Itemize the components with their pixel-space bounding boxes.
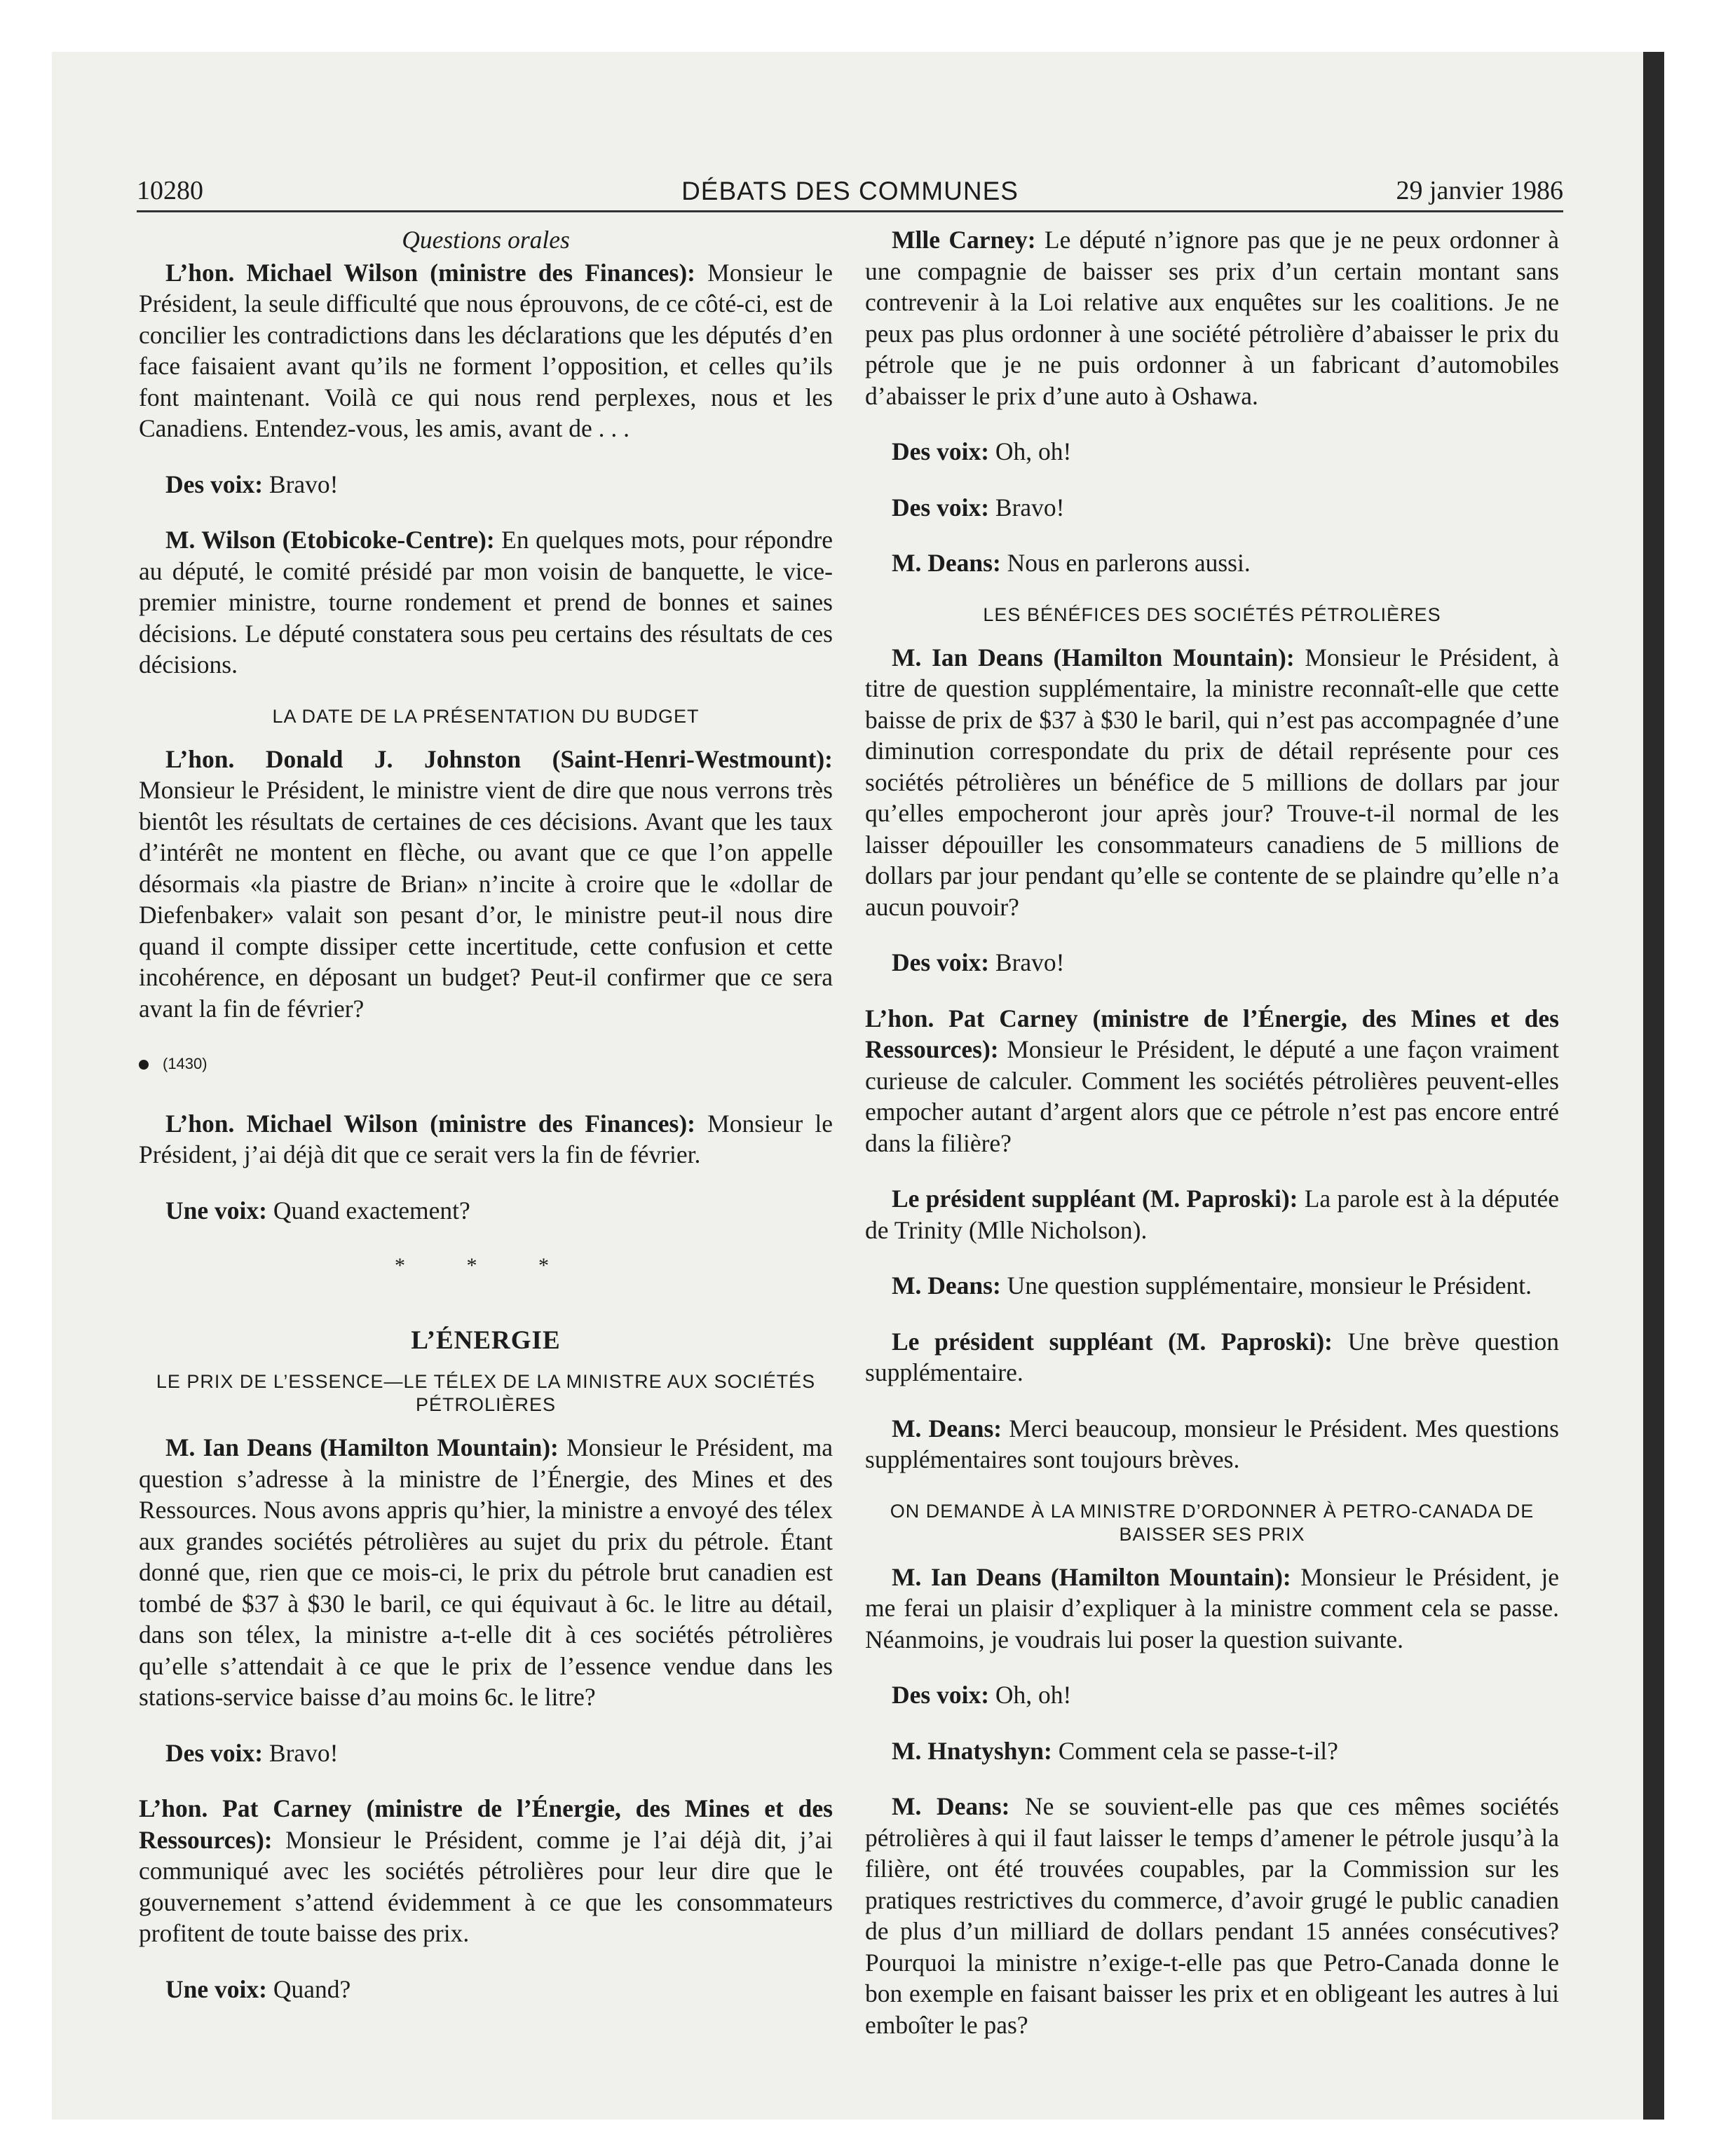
speech-paragraph	[139, 1195, 833, 1227]
speaker: L’hon. Donald J. Johnston (Saint-Henri-Westmount):	[165, 744, 833, 773]
speech-paragraph	[865, 1679, 1559, 1711]
speaker: Le président suppléant (M. Paproski):	[892, 1327, 1333, 1356]
speech-paragraph	[139, 744, 833, 1025]
running-head	[137, 168, 1563, 212]
speech-text: Comment cela se passe-t-il?	[1052, 1736, 1338, 1765]
speaker: M. Deans:	[892, 1792, 1010, 1820]
speech-text: La parole est à la députée de Trinity (Mlle Nicholson).	[865, 1185, 1559, 1244]
speaker: L’hon. Michael Wilson (ministre des Finances):	[165, 1109, 696, 1138]
time-marker	[139, 1049, 833, 1080]
speech-paragraph	[865, 1270, 1559, 1302]
speech-paragraph	[139, 524, 833, 681]
speech-text: Bravo!	[263, 470, 339, 498]
speaker: M. Hnatyshyn:	[892, 1736, 1052, 1765]
speech-text: Ne se souvient-elle pas que ces mêmes sociétés pétrolières à qui il faut laisser le temps d’amener le pétrole jusqu’à la filière, ont été trouvées coupables, par la Commission sur les pratiques restrictives du commerce, d’avoir grugé le public canadien de plus d’un milliard de dollars pendant 15 années consécutives? Pourquoi la ministre n’exige-t-elle pas que Petro-Canada donne le bon exemple en faisant baisser les prix et en obligeant les autres à lui emboîter le pas?	[865, 1792, 1559, 2039]
speech-text: Monsieur le Président, le député a une façon vraiment curieuse de calculer. Comment les sociétés pétrolières peuvent-elles empocher autant d’argent alors que ce pétrole n’est pas encore entré dans la filière?	[865, 1035, 1559, 1157]
speaker: M. Deans:	[892, 549, 1001, 577]
speech-paragraph	[139, 1738, 833, 1769]
speech-paragraph	[139, 1793, 833, 1949]
speech-text: Monsieur le Président, comme je l’ai déjà dit, j’ai communiqué avec les sociétés pétrolières pour leur dire que le gouvernement s’attend évidemment à ce que les consommateurs profitent de toute baisse des prix.	[139, 1825, 833, 1947]
speaker: Une voix:	[165, 1974, 267, 2003]
speech-text: Une brève question supplémentaire.	[865, 1327, 1559, 1386]
speaker: Une voix:	[165, 1196, 267, 1224]
speaker: Mlle Carney:	[892, 226, 1036, 254]
speech-text: En quelques mots, pour répondre au député, le comité présidé par mon voisin de banquette, le vice-premier ministre, tourne rondement et prend de bonnes et saines décisions. Le député constatera sous peu certains des résultats de ces décisions.	[139, 526, 833, 678]
speech-paragraph	[865, 1735, 1559, 1767]
speech-paragraph	[865, 547, 1559, 579]
speech-text: Oh, oh!	[989, 437, 1072, 465]
speech-text: Merci beaucoup, monsieur le Président. Mes questions supplémentaires sont toujours brèves.	[865, 1414, 1559, 1473]
subheading: ON DEMANDE À LA MINISTRE D’ORDONNER À PETRO-CANADA DE BAISSER SES PRIX	[890, 1500, 1535, 1545]
speech-text: Quand exactement?	[266, 1196, 470, 1224]
speech-paragraph	[865, 1562, 1559, 1656]
speech-text: Monsieur le Président, ma question s’adresse à la ministre de l’Énergie, des Mines et des Ressources. Nous avons appris qu’hier, la ministre a envoyé des télex aux grandes sociétés pétrolières au sujet du prix du pétrole. Étant donné que, rien que ce mois-ci, le prix du pétrole brut canadien est tombé de $37 à $30 le baril, ce qui équivaut à 6c. le litre au détail, dans son télex, la ministre a-t-elle dit à ces sociétés pétrolières qu’elle s’attendait à ce que le prix de l’essence vendue dans les stations-service baisse d’au moins 6c. le litre?	[139, 1433, 833, 1711]
speech-paragraph	[139, 1974, 833, 2005]
speech-text: Bravo!	[263, 1738, 339, 1767]
speech-paragraph	[865, 224, 1559, 411]
scan-edge-shadow	[1643, 52, 1664, 2120]
speech-text: Monsieur le Président, j’ai déjà dit que ce serait vers la fin de février.	[139, 1109, 833, 1168]
speaker: L’hon. Pat Carney (ministre de l’Énergie, des Mines et des Ressources):	[865, 1004, 1559, 1063]
speech-paragraph	[139, 1432, 833, 1713]
speaker: Des voix:	[165, 1738, 264, 1767]
speech-paragraph	[865, 1791, 1559, 2040]
speech-paragraph	[139, 1108, 833, 1171]
journal-title: DÉBATS DES COMMUNES	[681, 177, 1019, 205]
speech-text: Monsieur le Président, je me ferai un plaisir d’expliquer à la ministre comment cela se passe. Néanmoins, je voudrais lui poser la question suivante.	[865, 1562, 1559, 1653]
speaker: Des voix:	[892, 948, 990, 976]
speaker: Le président suppléant (M. Paproski):	[892, 1185, 1298, 1213]
speech-text: Monsieur le Président, à titre de question supplémentaire, la ministre reconnaît-elle que cette baisse de prix de $37 à $30 le baril, qui n’est pas accompagnée d’une diminution correspondate du prix de détail représente pour ces sociétés pétrolières un bénéfice de 5 millions de dollars par jour qu’elles empocheront jour après jour? Trouve-t-il normal de les laisser dépouiller les consommateurs canadiens de 5 millions de dollars par jour pendant qu’elle se contente de se plaindre qu’elle n’a aucun pouvoir?	[865, 643, 1559, 921]
speaker: L’hon. Michael Wilson (ministre des Finances):	[165, 258, 696, 287]
speech-text: Monsieur le Président, le ministre vient de dire que nous verrons très bientôt les résultats de certaines de ces décisions. Avant que les taux d’intérêt ne montent en flèche, ou avant que ce que l’on appelle désormais «la piastre de Brian» n’incite à croire que le «dollar de Diefenbaker» valait son pesant d’or, le ministre peut-il nous dire quand il compte dissiper cette incertitude, cette confusion et cette incohérence, en déposant un budget? Peut-il confirmer que ce sera avant la fin de février?	[139, 776, 833, 1023]
speech-text: Bravo!	[989, 948, 1065, 976]
speech-text: Le député n’ignore pas que je ne peux ordonner à une compagnie de baisser ses prix d’un certain montant sans contrevenir à la Loi relative aux enquêtes sur les coalitions. Je ne peux pas plus ordonner à une société pétrolière d’abaisser le prix du pétrole que je ne puis ordonner à un fabricant d’automobiles d’abaisser le prix d’une auto à Oshawa.	[865, 226, 1559, 410]
speech-paragraph	[865, 642, 1559, 923]
speech-paragraph	[865, 1183, 1559, 1246]
section-separator: * * *	[395, 1254, 577, 1277]
subheading: LES BÉNÉFICES DES SOCIÉTÉS PÉTROLIÈRES	[983, 603, 1441, 625]
speaker: M. Deans:	[892, 1271, 1001, 1299]
speaker: L’hon. Pat Carney (ministre de l’Énergie, des Mines et des Ressources):	[139, 1794, 833, 1854]
bullet-icon	[139, 1060, 149, 1070]
speech-text: Quand?	[266, 1974, 351, 2003]
speaker: M. Ian Deans (Hamilton Mountain):	[892, 1562, 1291, 1591]
section-title: L’ÉNERGIE	[411, 1325, 561, 1355]
speech-text: Bravo!	[989, 493, 1065, 521]
speech-paragraph	[865, 1326, 1559, 1389]
left-column	[139, 224, 833, 2029]
right-column	[865, 224, 1559, 2065]
speech-text: Oh, oh!	[989, 1681, 1072, 1709]
speech-paragraph	[865, 492, 1559, 524]
rubric: Questions orales	[402, 226, 570, 254]
speaker: Des voix:	[892, 493, 990, 521]
speaker: Des voix:	[892, 1681, 990, 1709]
speaker: M. Ian Deans (Hamilton Mountain):	[892, 643, 1295, 671]
speaker: Des voix:	[892, 437, 990, 465]
time-marker-text: (1430)	[163, 1055, 207, 1072]
speech-paragraph	[865, 947, 1559, 978]
subheading: LE PRIX DE L’ESSENCE—LE TÉLEX DE LA MINISTRE AUX SOCIÉTÉS PÉTROLIÈRES	[156, 1371, 816, 1415]
speech-paragraph	[139, 257, 833, 444]
speech-text: Monsieur le Président, la seule difficulté que nous éprouvons, de ce côté-ci, est de concilier les contradictions dans les déclarations que les députés d’en face faisaient avant qu’ils ne forment l’opposition, et celles qu’ils font maintenant. Voilà ce qui nous rend perplexes, nous et les Canadiens. Entendez-vous, les amis, avant de . . .	[139, 258, 833, 442]
page-date: 29 janvier 1986	[1396, 176, 1563, 205]
speech-text: Nous en parlerons aussi.	[1000, 549, 1251, 577]
speech-paragraph	[865, 1413, 1559, 1475]
speech-paragraph	[865, 1003, 1559, 1159]
speaker: M. Ian Deans (Hamilton Mountain):	[165, 1433, 559, 1461]
speaker: M. Wilson (Etobicoke-Centre):	[165, 526, 495, 554]
subheading: LA DATE DE LA PRÉSENTATION DU BUDGET	[272, 705, 700, 727]
speech-paragraph	[865, 436, 1559, 468]
page-number: 10280	[137, 176, 203, 205]
speaker: Des voix:	[165, 470, 264, 498]
speaker: M. Deans:	[892, 1414, 1002, 1442]
speech-paragraph	[139, 469, 833, 500]
speech-text: Une question supplémentaire, monsieur le Président.	[1000, 1271, 1532, 1299]
